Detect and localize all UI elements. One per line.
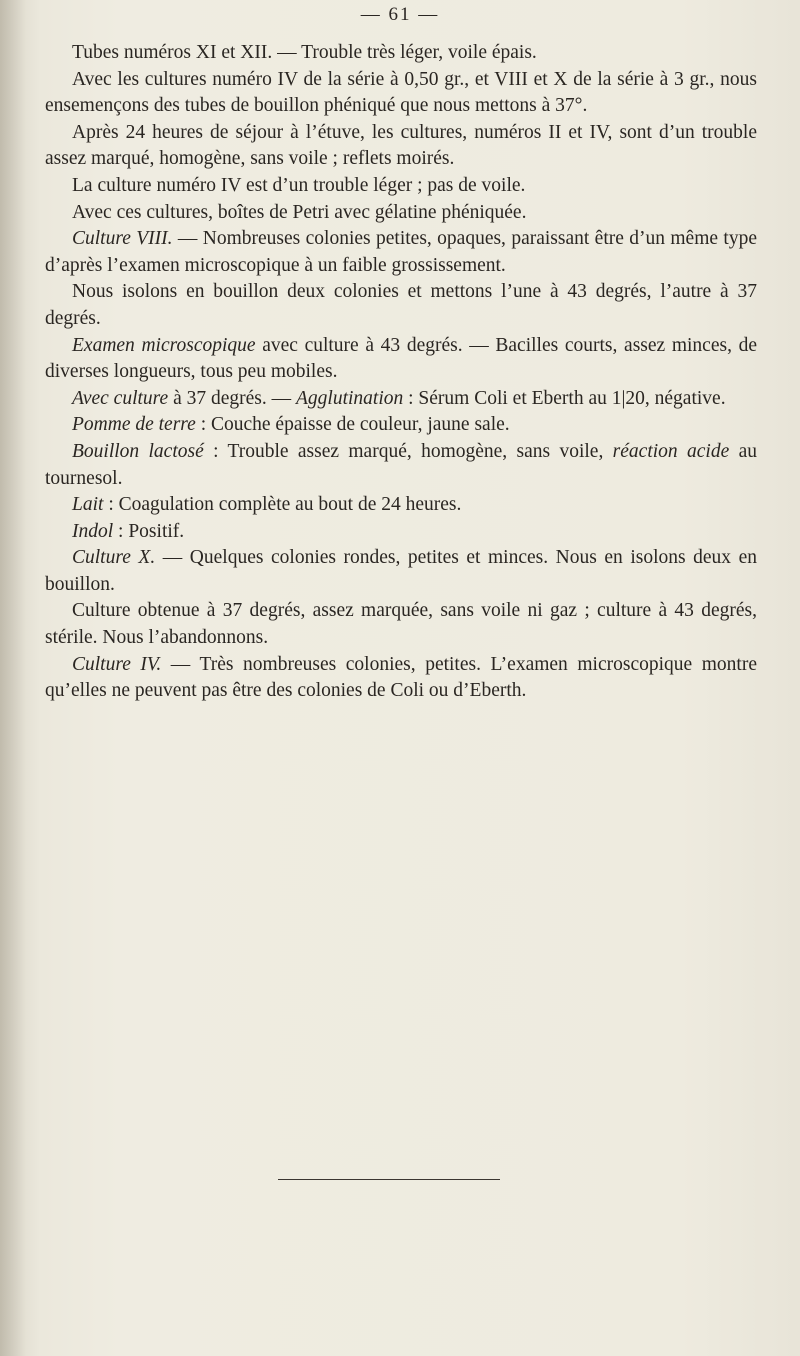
section-divider bbox=[278, 1179, 500, 1180]
paragraph bbox=[45, 492, 757, 519]
italic-text-run: Culture IV. bbox=[72, 653, 162, 675]
text-run: Culture obtenue à 37 degrés, assez marquée, sans voile ni gaz ; culture à 43 degrés, stérile. Nous l’abandonnons. bbox=[45, 600, 757, 649]
paragraph bbox=[45, 200, 757, 227]
paragraph bbox=[45, 279, 757, 332]
italic-text-run: Examen microscopique bbox=[72, 334, 256, 356]
paragraph bbox=[45, 598, 757, 651]
text-run: Avec ces cultures, boîtes de Petri avec gélatine phéniquée. bbox=[72, 201, 527, 223]
paragraph bbox=[45, 173, 757, 200]
text-run: : Couche épaisse de couleur, jaune sale. bbox=[195, 414, 510, 436]
paragraph bbox=[45, 652, 757, 705]
text-run: : Trouble assez marqué, homogène, sans voile, bbox=[203, 440, 613, 462]
text-run: — Nombreuses colonies petites, opaques, paraissant être d’un même type d’après l’examen microscopique à un faible grossissement. bbox=[45, 228, 757, 276]
italic-text-run: Agglutination bbox=[296, 387, 404, 409]
italic-text-run: Culture VIII. bbox=[72, 228, 173, 250]
italic-text-run: Culture X. bbox=[72, 547, 156, 569]
text-run: à 37 degrés. — bbox=[168, 387, 296, 409]
italic-text-run: Avec culture bbox=[72, 387, 169, 409]
paragraph bbox=[45, 519, 757, 546]
page-edge-shadow bbox=[0, 0, 26, 1356]
text-run: avec culture à 43 degrés. — Bacilles courts, assez minces, de diverses longueurs, tous peu mobiles. bbox=[45, 334, 757, 383]
italic-text-run: Pomme de terre bbox=[72, 414, 196, 436]
text-run: : Sérum Coli et Eberth au 1|20, négative. bbox=[403, 387, 726, 409]
paragraph bbox=[45, 120, 757, 173]
body-text bbox=[45, 40, 757, 705]
text-run: au tournesol. bbox=[45, 440, 757, 489]
paragraph bbox=[45, 226, 757, 279]
italic-text-run: Bouillon lactosé bbox=[72, 440, 204, 462]
italic-text-run: Indol bbox=[72, 520, 114, 542]
paragraph bbox=[45, 412, 757, 439]
paragraph bbox=[45, 545, 757, 598]
text-run: — Quelques colonies rondes, petites et minces. Nous en isolons deux en bouillon. bbox=[45, 547, 757, 595]
paragraph bbox=[45, 333, 757, 386]
text-run: Avec les cultures numéro IV de la série à 0,50 gr., et VIII et X de la série à 3 gr., nous ensemençons des tubes de bouillon phéniqué que nous mettons à 37°. bbox=[45, 68, 757, 117]
text-run: La culture numéro IV est d’un trouble léger ; pas de voile. bbox=[72, 174, 526, 196]
page-number: — 61 — bbox=[360, 4, 440, 25]
italic-text-run: réaction acide bbox=[612, 440, 730, 462]
text-run: Après 24 heures de séjour à l’étuve, les cultures, numéros II et IV, sont d’un trouble assez marqué, homogène, sans voile ; reflets moirés. bbox=[45, 121, 757, 170]
text-run: Nous isolons en bouillon deux colonies et mettons l’une à 43 degrés, l’autre à 37 degrés. bbox=[45, 281, 757, 329]
text-run: — Très nombreuses colonies, petites. L’examen microscopique montre qu’elles ne peuvent pas être des colonies de Coli ou d’Eberth. bbox=[45, 653, 757, 702]
paragraph bbox=[45, 439, 757, 492]
paragraph bbox=[45, 67, 757, 120]
italic-text-run: Lait bbox=[72, 494, 104, 516]
paragraph bbox=[45, 386, 757, 413]
text-run: : Positif. bbox=[113, 520, 185, 542]
paragraph bbox=[45, 40, 757, 67]
text-run: : Coagulation complète au bout de 24 heures. bbox=[103, 494, 462, 516]
text-run: Tubes numéros XI et XII. — Trouble très léger, voile épais. bbox=[72, 42, 537, 63]
